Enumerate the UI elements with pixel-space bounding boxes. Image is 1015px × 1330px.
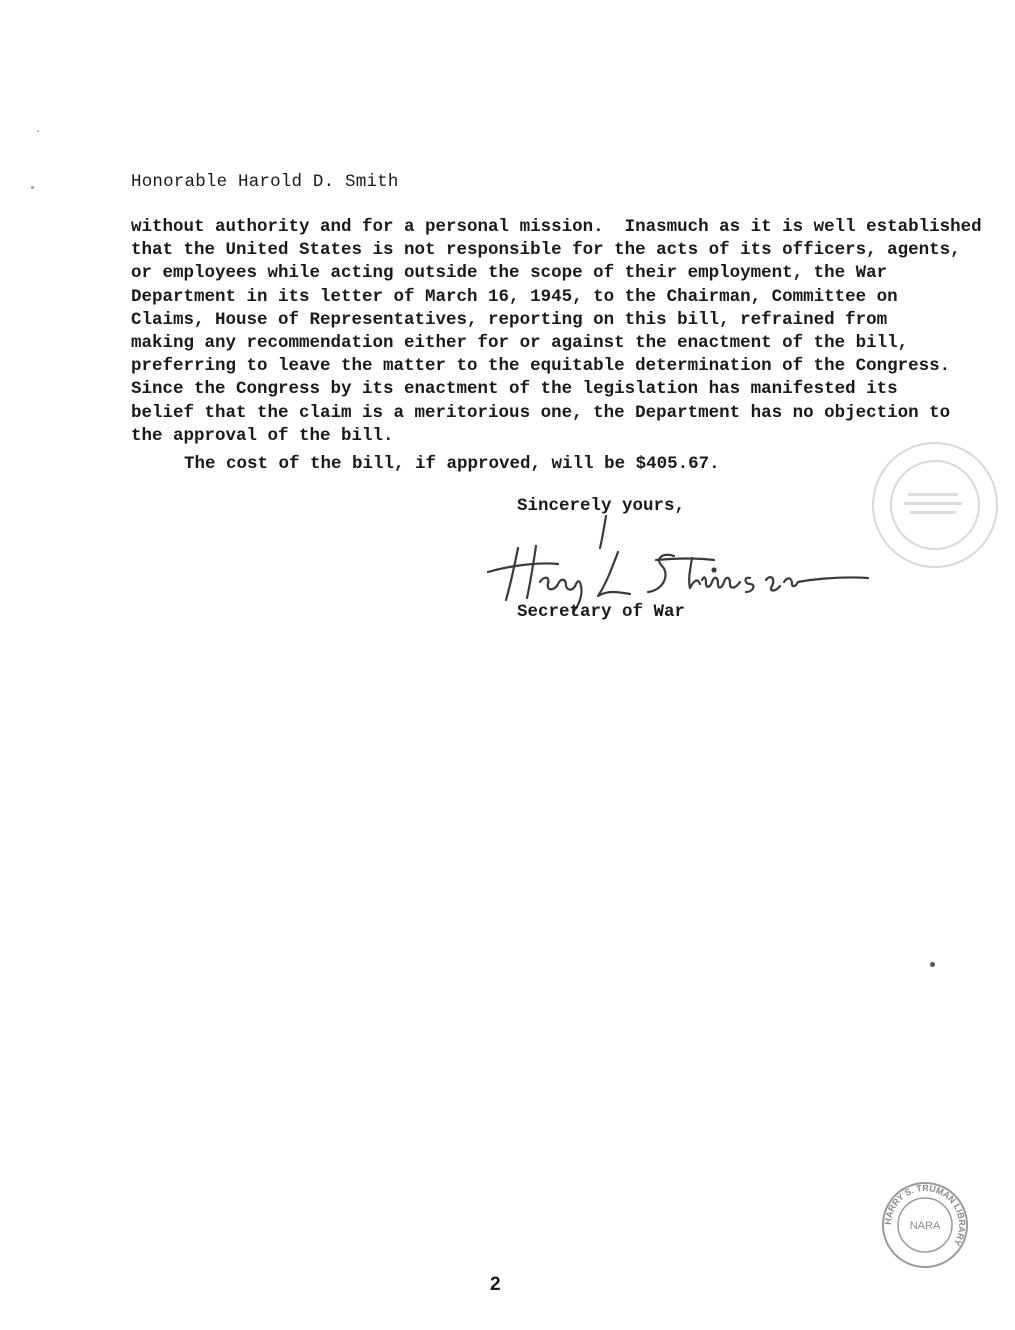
signer-title: Secretary of War xyxy=(517,602,686,622)
body-line: Department in its letter of March 16, 1945, to the Chairman, Committee on xyxy=(131,286,898,307)
body-paragraph xyxy=(131,216,991,448)
body-line: Since the Congress by its enactment of the legislation has manifested its xyxy=(131,379,898,400)
body-line: the approval of the bill. xyxy=(131,425,394,446)
body-line: belief that the claim is a meritorious one, the Department has no objection to xyxy=(131,402,951,423)
cost-statement: The cost of the bill, if approved, will be $405.67. xyxy=(184,454,720,474)
svg-text:HARRY S. TRUMAN LIBRARY xyxy=(883,1183,967,1247)
nara-library-stamp xyxy=(880,1180,970,1270)
scan-speck xyxy=(31,186,34,189)
body-line: making any recommendation either for or against the enactment of the bill, xyxy=(131,333,909,354)
scan-speck xyxy=(37,130,39,132)
body-line: Claims, House of Representatives, reporting on this bill, refrained from xyxy=(131,309,888,330)
nara-center-text: NARA xyxy=(909,1220,941,1232)
body-line: or employees while acting outside the scope of their employment, the War xyxy=(131,263,888,284)
body-line: preferring to leave the matter to the equitable determination of the Congress. xyxy=(131,356,951,377)
nara-ring-text: HARRY S. TRUMAN LIBRARY xyxy=(882,1182,968,1248)
page-number: 2 xyxy=(490,1274,501,1295)
addressee-line: Honorable Harold D. Smith xyxy=(131,172,399,192)
faint-seal-stamp xyxy=(868,438,1003,573)
closing-salutation: Sincerely yours, xyxy=(517,496,686,516)
body-line: that the United States is not responsible for the acts of its officers, agents, xyxy=(131,240,961,261)
body-line: without authority and for a personal mission. Inasmuch as it is well established xyxy=(131,217,982,237)
scan-speck xyxy=(930,962,935,967)
